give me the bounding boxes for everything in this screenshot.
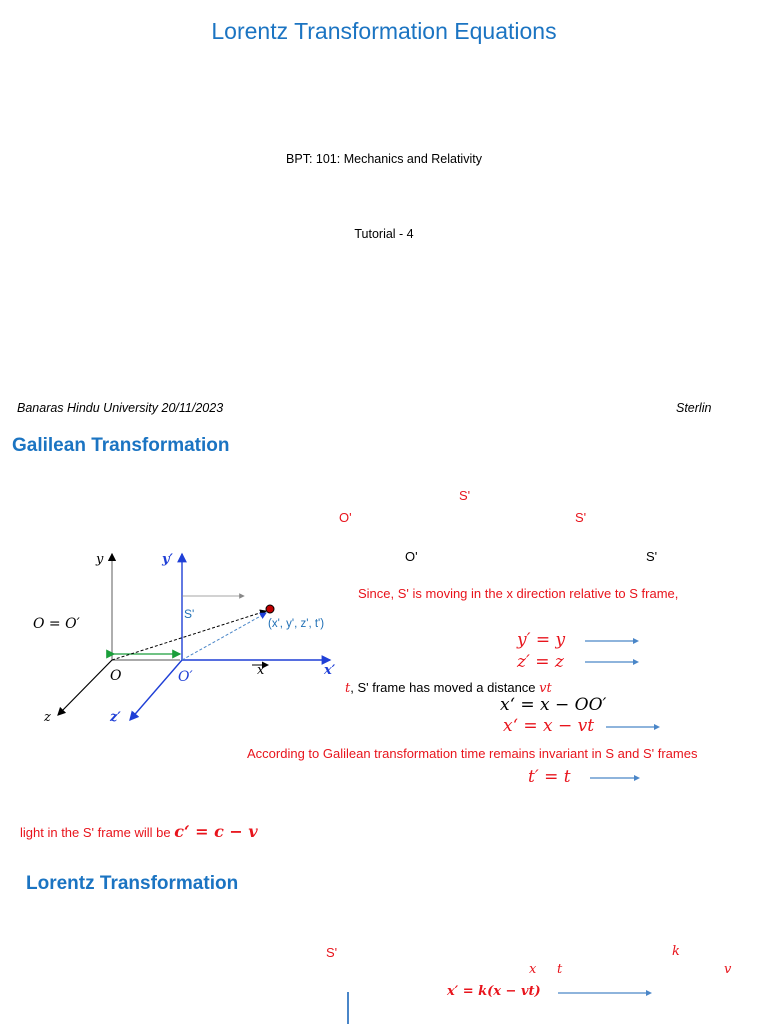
equation-t-arrow <box>590 773 640 783</box>
light-speed-line <box>20 822 258 841</box>
y-axis-label: y <box>96 552 104 567</box>
y-prime-axis-label: y′ <box>162 552 173 567</box>
fragment-o-prime-1: O' <box>339 510 352 525</box>
fragment-o-prime-2: O' <box>405 549 418 564</box>
lorentz-fragment-t: t <box>557 962 563 977</box>
lorentz-fragment-s-prime: S' <box>326 945 338 960</box>
equation-z: z′ = z <box>517 652 564 672</box>
fragment-s-prime-1: S' <box>459 488 471 503</box>
fragment-s-prime-3: S' <box>646 549 658 564</box>
lorentz-fragment-k: k <box>672 944 680 959</box>
equation-t: t′ = t <box>528 767 571 787</box>
footer-author: Sterlin <box>676 401 712 415</box>
moved-vt-symbol: vt <box>539 681 552 696</box>
equation-c: c‘ = c − v <box>174 822 258 841</box>
fragment-s-prime-2: S' <box>575 510 587 525</box>
tutorial-label: Tutorial - 4 <box>354 227 414 241</box>
moved-distance-line <box>345 680 552 696</box>
moved-text: , S' frame has moved a distance <box>350 680 540 695</box>
lorentz-diagram-axis-stub <box>347 992 349 1024</box>
lorentz-fragment-v: v <box>724 962 732 977</box>
equation-x-arrow <box>606 722 660 732</box>
origin-o-prime-label: O′ <box>178 669 193 685</box>
equation-x-oo: x‘ = x − OO′ <box>500 695 607 715</box>
z-prime-axis-line <box>130 660 182 720</box>
equation-y: y′ = y <box>517 630 566 650</box>
slide-title: Lorentz Transformation Equations <box>211 18 557 44</box>
lorentz-equation-arrow <box>558 988 652 998</box>
galilean-heading: Galilean Transformation <box>12 435 230 456</box>
lorentz-heading: Lorentz Transformation <box>26 873 239 894</box>
x-prime-axis-label: x′ <box>324 663 336 678</box>
lorentz-fragment-x: x <box>529 962 537 977</box>
position-vector-s-prime <box>182 613 266 660</box>
invariant-statement: According to Galilean transformation time remains invariant in S and S' frames <box>247 746 698 761</box>
origin-o-label: O <box>110 668 122 684</box>
z-axis-label: z <box>44 710 51 725</box>
x-axis-label: x <box>257 663 265 678</box>
course-name: BPT: 101: Mechanics and Relativity <box>286 152 482 166</box>
z-prime-axis-label: z′ <box>110 710 121 725</box>
since-statement: Since, S' is moving in the x direction relative to S frame, <box>358 586 679 601</box>
galilean-frames-diagram <box>20 540 350 730</box>
frame-s-prime-label: S' <box>184 607 195 621</box>
event-point <box>266 605 274 613</box>
equation-y-arrow <box>585 636 639 646</box>
moved-t-symbol: t <box>345 681 351 696</box>
origin-equality: O = O′ <box>33 616 80 632</box>
footer-institution-date: Banaras Hindu University 20/11/2023 <box>17 401 224 415</box>
z-axis-line <box>58 660 112 715</box>
equation-z-arrow <box>585 657 639 667</box>
event-point-label: (x', y', z', t') <box>268 618 325 630</box>
light-text: light in the S' frame will be <box>20 825 175 840</box>
lorentz-equation-x: x′ = k(x − vt) <box>447 984 541 999</box>
equation-x-vt: x‘ = x − vt <box>503 716 595 736</box>
